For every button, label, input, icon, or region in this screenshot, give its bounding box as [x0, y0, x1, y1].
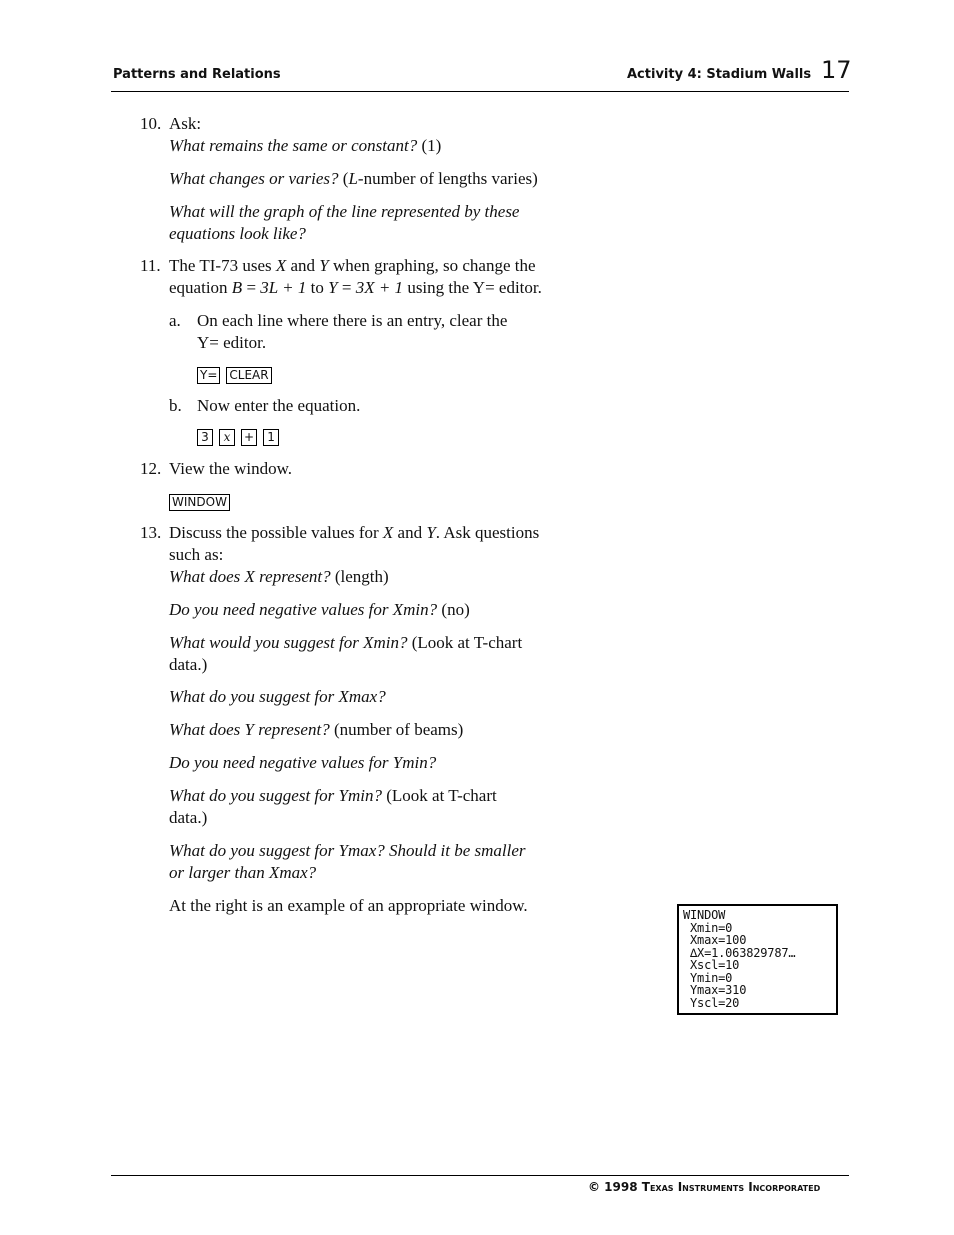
- item-13-question-5: [169, 719, 629, 741]
- variable-x: X: [275, 256, 287, 275]
- page-number: 17: [821, 56, 852, 84]
- screen-line: Xscl=10: [683, 958, 740, 972]
- question-text: What remains the same or constant?: [169, 136, 418, 155]
- question-text: Do you need negative values for Xmin?: [169, 600, 438, 619]
- equation-var: B: [231, 278, 243, 297]
- question-text: What does X represent?: [169, 567, 331, 586]
- item-number-10: 10.: [140, 114, 162, 133]
- key-plus: +: [241, 429, 257, 446]
- calculator-window-screen: [677, 904, 838, 1015]
- item-10-question-1: [169, 135, 629, 157]
- equation-equals: =: [242, 278, 261, 297]
- variable-y: Y: [426, 523, 436, 542]
- key-x: x: [219, 429, 235, 446]
- text: when graphing, so change the: [328, 256, 536, 275]
- answer-open: (: [338, 169, 349, 188]
- item-11-sub-b-label: b.: [169, 396, 182, 415]
- question-text: What would you suggest for Xmin?: [169, 633, 408, 652]
- header-activity-title: Activity 4: Stadium Walls: [627, 67, 812, 82]
- item-13-question-2: [169, 599, 629, 621]
- question-text: What will the graph of the line represented by these: [169, 202, 520, 221]
- question-text: or larger than Xmax?: [169, 863, 317, 882]
- item-13-line-1: [169, 522, 629, 544]
- question-text: What changes or varies?: [169, 169, 339, 188]
- variable-y: Y: [319, 256, 329, 275]
- answer-text: (no): [437, 600, 470, 619]
- screen-line: Ymin=0: [683, 970, 733, 985]
- variable-x: X: [382, 523, 394, 542]
- item-10-question-3-line-2: [169, 223, 629, 245]
- question-text: Do you need negative values for Ymin?: [169, 753, 437, 772]
- text: using the Y= editor.: [403, 278, 542, 297]
- item-10-ask: Ask:: [169, 114, 202, 133]
- item-11-line-2: [169, 277, 629, 299]
- item-13-question-7-cont: data.): [169, 808, 208, 827]
- footer-copyright: © 1998: [588, 1180, 638, 1194]
- item-13-closing: At the right is an example of an appropriate window.: [169, 896, 528, 915]
- item-13-question-1: [169, 566, 629, 588]
- key-y-equals: Y=: [197, 367, 220, 384]
- item-13-question-8-line-2: [169, 862, 629, 884]
- item-number-13: 13.: [140, 523, 162, 542]
- text: Discuss the possible values for: [169, 523, 383, 542]
- equation-expr: 3X + 1: [355, 278, 404, 297]
- item-13-question-6: [169, 752, 629, 774]
- item-13-line-2: such as:: [169, 545, 224, 564]
- key-3: 3: [197, 429, 213, 446]
- question-text: What do you suggest for Xmax?: [169, 687, 386, 706]
- item-13-question-4: [169, 686, 629, 708]
- item-11-sub-a-line-1: On each line where there is an entry, clear the: [197, 311, 508, 330]
- screen-line: Ymax=310: [683, 983, 747, 997]
- screen-line: Yscl=20: [683, 995, 740, 1010]
- text: and: [286, 256, 320, 275]
- item-11-sub-a-line-2: Y= editor.: [197, 333, 267, 352]
- item-13-question-3-cont: data.): [169, 655, 208, 674]
- item-13-question-3: [169, 632, 629, 654]
- answer-text: (number of beams): [329, 720, 464, 739]
- keystroke-window: [169, 494, 230, 511]
- text: . Ask questions: [435, 523, 540, 542]
- answer-text: -number of lengths varies): [357, 169, 538, 188]
- screen-line: Xmin=0: [683, 920, 733, 935]
- screen-line: ∆X=1.063829787…: [683, 945, 796, 960]
- text: The TI-73 uses: [169, 256, 276, 275]
- text: equation: [169, 278, 232, 297]
- question-text: What does Y represent?: [169, 720, 330, 739]
- key-clear: CLEAR: [226, 367, 271, 384]
- item-11-line-1: [169, 255, 629, 277]
- key-1: 1: [263, 429, 279, 446]
- item-10-question-3-line-1: [169, 201, 629, 223]
- screen-line: WINDOW: [683, 908, 726, 922]
- item-12-line: View the window.: [169, 459, 292, 478]
- text: and: [393, 523, 427, 542]
- item-number-12: 12.: [140, 459, 162, 478]
- item-10-question-2: [169, 168, 629, 190]
- footer-rule: [111, 1175, 849, 1176]
- question-text: What do you suggest for Ymax? Should it be smaller: [169, 841, 526, 860]
- footer-company: Texas Instruments Incorporated: [641, 1180, 821, 1194]
- item-13-question-8-line-1: [169, 840, 629, 862]
- equation-var: Y: [328, 278, 338, 297]
- question-text: equations look like?: [169, 224, 306, 243]
- item-11-sub-a-label: a.: [169, 311, 181, 330]
- keystroke-sequence-clear: [197, 367, 272, 384]
- keystroke-sequence-equation: [197, 429, 279, 446]
- header-book-title: Patterns and Relations: [113, 67, 281, 82]
- equation-expr: 3L + 1: [260, 278, 307, 297]
- answer-text: (Look at T-chart: [381, 786, 497, 805]
- item-number-11: 11.: [140, 256, 161, 275]
- page-footer: [588, 1180, 820, 1194]
- item-11-sub-b-line: Now enter the equation.: [197, 396, 361, 415]
- question-text: What do you suggest for Ymin?: [169, 786, 382, 805]
- answer-text: (Look at T-chart: [407, 633, 523, 652]
- screen-line: Xmax=100: [683, 933, 747, 947]
- answer-variable: L: [348, 169, 358, 188]
- key-window: WINDOW: [169, 494, 230, 511]
- equation-equals: =: [337, 278, 356, 297]
- text: to: [306, 278, 329, 297]
- answer-text: (length): [330, 567, 389, 586]
- item-13-question-7: [169, 785, 629, 807]
- answer-text: (1): [417, 136, 442, 155]
